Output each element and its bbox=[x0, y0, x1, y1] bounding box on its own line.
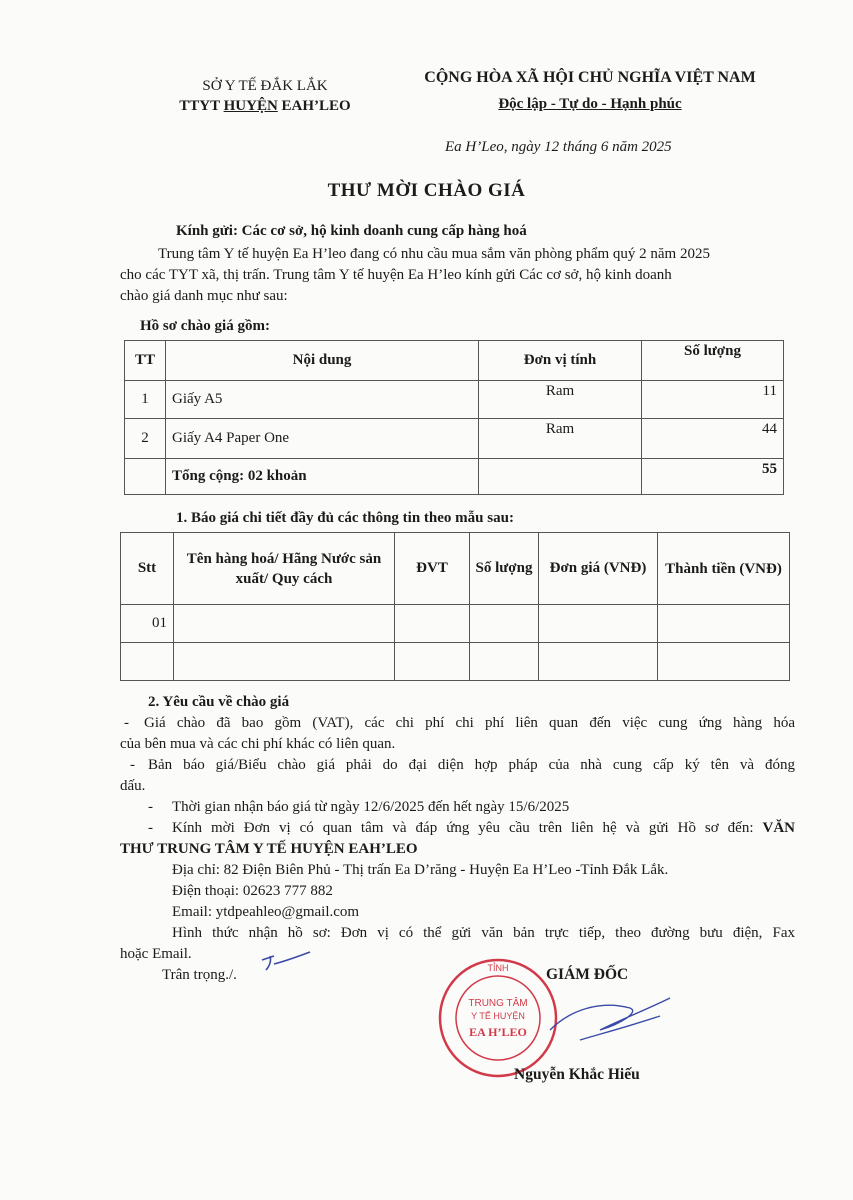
intro-line: chào giá danh mục như sau: bbox=[120, 288, 288, 304]
initial-mark-icon bbox=[258, 950, 314, 974]
cell-tt: 1 bbox=[125, 381, 166, 419]
document-title: THƯ MỜI CHÀO GIÁ bbox=[327, 180, 526, 201]
address: Địa chỉ: 82 Điện Biên Phủ - Thị trấn Ea D’răng - Huyện Ea H’Leo -Tỉnh Đắk Lắk. bbox=[172, 862, 669, 878]
intro-line: Trung tâm Y tế huyện Ea H’leo đang có nhu cầu mua sắm văn phòng phẩm quý 2 năm 2025 bbox=[158, 246, 710, 262]
col-header: Đơn giá (VNĐ) bbox=[539, 533, 658, 605]
table-row bbox=[125, 381, 784, 419]
requirement-item-cont: của bên mua và các chi phí khác có liên quan. bbox=[120, 736, 396, 752]
cell-unit: Ram bbox=[479, 419, 642, 459]
col-header: Nội dung bbox=[166, 341, 479, 381]
table-header-row bbox=[125, 341, 784, 381]
nation-block bbox=[390, 68, 790, 114]
quote-table bbox=[120, 532, 790, 681]
signer-name: Nguyễn Khắc Hiếu bbox=[514, 1066, 640, 1083]
recipient-office: THƯ TRUNG TÂM Y TẾ HUYỆN EAH’LEO bbox=[120, 841, 418, 857]
closing: Trân trọng./. bbox=[162, 967, 237, 983]
cell-empty bbox=[539, 643, 658, 681]
motto: Độc lập - Tự do - Hạnh phúc bbox=[498, 96, 682, 112]
table-row bbox=[125, 419, 784, 459]
cell-name: Giấy A5 bbox=[166, 381, 479, 419]
cell-name: Giấy A4 Paper One bbox=[166, 419, 479, 459]
requirement-item: - Giá chào đã bao gồm (VAT), các chi phí chi phí liên quan đến việc cung ứng hàng hóa bbox=[124, 715, 795, 731]
cell-empty bbox=[658, 643, 790, 681]
section2-heading: 2. Yêu cầu về chào giá bbox=[148, 694, 290, 710]
cell-tt: 2 bbox=[125, 419, 166, 459]
submission-method: Hình thức nhận hồ sơ: Đơn vị có thể gửi văn bản trực tiếp, theo đường bưu điện, Fax bbox=[172, 925, 795, 941]
cell-empty bbox=[174, 605, 395, 643]
requirement-item: - Bản báo giá/Biểu chào giá phải do đại diện hợp pháp của nhà cung cấp ký tên và đóng bbox=[130, 757, 795, 773]
email: Email: ytdpeahleo@gmail.com bbox=[172, 904, 360, 920]
section1-heading: 1. Báo giá chi tiết đầy đủ các thông tin theo mẫu sau: bbox=[176, 510, 514, 526]
cell-empty bbox=[470, 605, 539, 643]
submission-method-cont: hoặc Email. bbox=[120, 946, 192, 962]
cell-stt: 01 bbox=[121, 605, 174, 643]
cell-empty bbox=[470, 643, 539, 681]
requirement-item-cont: dấu. bbox=[120, 778, 146, 794]
cell-empty bbox=[174, 643, 395, 681]
col-header: Tên hàng hoá/ Hãng Nước sản xuất/ Quy cách bbox=[174, 533, 395, 605]
table-row bbox=[121, 605, 790, 643]
col-header: ĐVT bbox=[395, 533, 470, 605]
col-header: Đơn vị tính bbox=[479, 341, 642, 381]
intro-line: cho các TYT xã, thị trấn. Trung tâm Y tế huyện Ea H’leo kính gửi Các cơ sở, hộ kinh doanh bbox=[120, 267, 672, 283]
total-qty: 55 bbox=[642, 459, 784, 495]
requirement-item: - Kính mời Đơn vị có quan tâm và đáp ứng yêu cầu trên liên hệ và gửi Hồ sơ đến: VĂN bbox=[148, 820, 796, 836]
col-header: Thành tiền (VNĐ) bbox=[658, 533, 790, 605]
col-header: Stt bbox=[121, 533, 174, 605]
intro-paragraph bbox=[120, 244, 800, 307]
signer-position: GIÁM ĐỐC bbox=[546, 966, 629, 983]
col-header: Số lượng bbox=[642, 341, 784, 381]
items-table bbox=[124, 340, 784, 495]
svg-text:EA H’LEO: EA H’LEO bbox=[469, 1025, 527, 1039]
cell-empty bbox=[395, 605, 470, 643]
cell-empty bbox=[395, 643, 470, 681]
table-total-row bbox=[125, 459, 784, 495]
cell-empty bbox=[479, 459, 642, 495]
nation-title: CỘNG HÒA XÃ HỘI CHỦ NGHĨA VIỆT NAM bbox=[424, 69, 756, 86]
cell-qty: 44 bbox=[642, 419, 784, 459]
section2 bbox=[120, 692, 795, 986]
svg-text:TRUNG TÂM: TRUNG TÂM bbox=[468, 998, 528, 1009]
recipient: Kính gửi: Các cơ sở, hộ kinh doanh cung cấp hàng hoá bbox=[176, 223, 527, 239]
document-date: Ea H’Leo, ngày 12 tháng 6 năm 2025 bbox=[445, 139, 672, 155]
cell-empty bbox=[121, 643, 174, 681]
svg-text:TỈNH: TỈNH bbox=[487, 963, 509, 973]
agency-line1: SỞ Y TẾ ĐẮK LẮK bbox=[202, 78, 328, 94]
total-label: Tổng cộng: 02 khoản bbox=[166, 459, 479, 495]
cell-empty bbox=[658, 605, 790, 643]
phone: Điện thoại: 02623 777 882 bbox=[172, 883, 333, 899]
table-row bbox=[121, 643, 790, 681]
col-header: TT bbox=[125, 341, 166, 381]
svg-text:Y TẾ HUYỆN: Y TẾ HUYỆN bbox=[471, 1011, 525, 1021]
cell-unit: Ram bbox=[479, 381, 642, 419]
cell-empty bbox=[125, 459, 166, 495]
handwritten-signature-icon bbox=[540, 990, 680, 1060]
table-header-row bbox=[121, 533, 790, 605]
cell-qty: 11 bbox=[642, 381, 784, 419]
cell-empty bbox=[539, 605, 658, 643]
col-header: Số lượng bbox=[470, 533, 539, 605]
agency-block bbox=[140, 76, 390, 116]
dossier-heading: Hồ sơ chào giá gồm: bbox=[140, 318, 270, 334]
requirement-item: - Thời gian nhận báo giá từ ngày 12/6/2025 đến hết ngày 15/6/2025 bbox=[148, 799, 570, 815]
agency-line2: TTYT HUYỆN EAH’LEO bbox=[179, 98, 351, 114]
